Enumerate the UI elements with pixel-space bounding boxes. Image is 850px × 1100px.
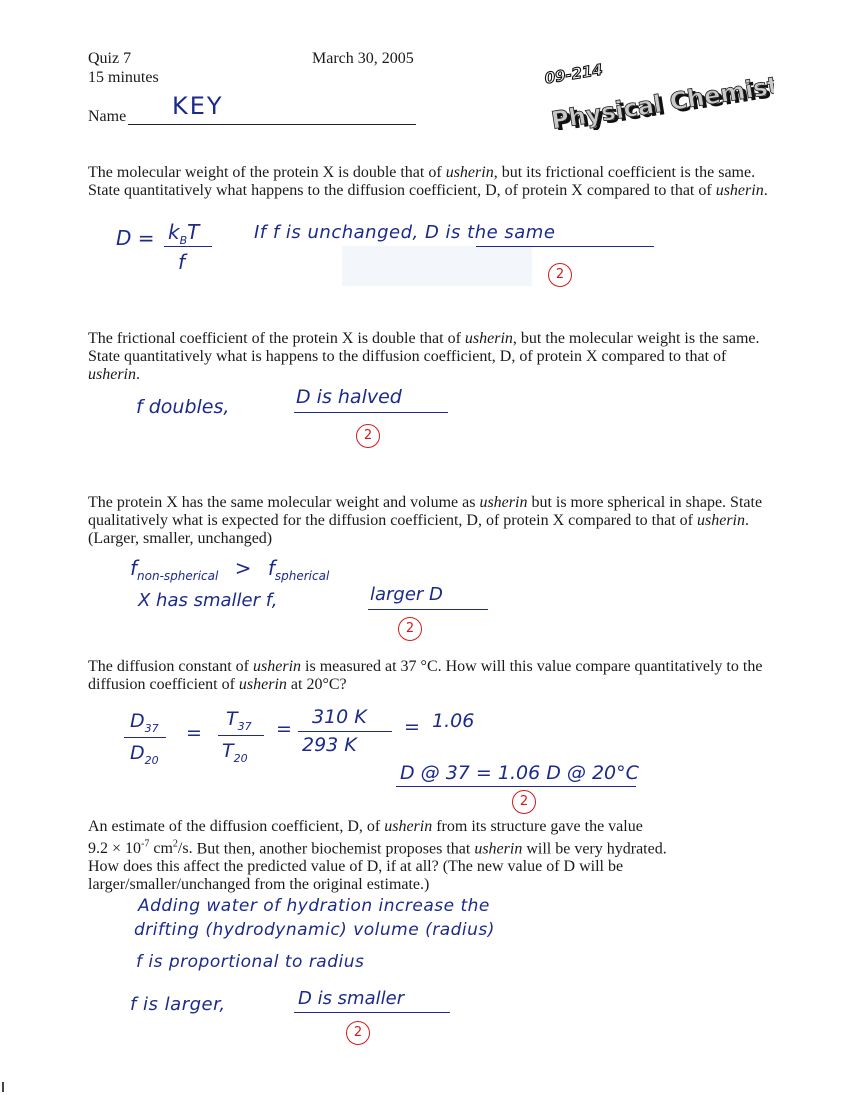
q1-fraction-bar <box>164 246 212 247</box>
name-label: Name <box>88 108 127 125</box>
name-underline <box>128 124 416 125</box>
q5-text-part3: How does this affect the predicted value of D, if at all? (The new value of D will be larger/smaller/unchanged from the original estimate.) <box>88 858 624 894</box>
q5-answer-underline <box>294 1012 450 1013</box>
q4-d20: $D_{20}$ <box>130 742 159 767</box>
q4-equals-1: = <box>186 722 202 744</box>
q3-points-circle: 2 <box>398 617 422 641</box>
q5-answer-line1: Adding water of hydration increase the <box>138 896 490 916</box>
q1-answer-line: If f is unchanged, D is the same <box>254 222 556 243</box>
q3-answer-underline <box>368 609 488 610</box>
q4-result: 1.06 <box>432 710 475 732</box>
question-2-text: The frictional coefficient of the protein X is double that of usherin, but the molecular weight is the same. State quantitatively what is happens to the diffusion coefficient, D, of protein X compared to that of usherin. <box>88 330 760 383</box>
q4-equals-3: = <box>404 716 420 738</box>
q5-value: $9.2 \times 10^{-7}$ $cm^2/s$. <box>88 839 193 858</box>
q2-answer-underline <box>294 412 448 413</box>
q1-formula-denominator: f <box>178 250 186 274</box>
quiz-duration: 15 minutes <box>88 69 159 86</box>
course-title-text: Physical Chemistry <box>549 66 774 130</box>
q4-final-answer: D @ 37 = 1.06 D @ 20°C <box>400 762 639 784</box>
question-1-text: The molecular weight of the protein X is double that of usherin, but its frictional coefficient is the same. State quantitatively what happens to the diffusion coefficient, D, of protein X compared to that of usherin. <box>88 164 768 199</box>
q4-frac-bar-1 <box>124 737 166 738</box>
name-value[interactable]: KEY <box>172 92 224 120</box>
q4-num-kelvin: 310 K <box>312 706 367 728</box>
quiz-number: Quiz 7 <box>88 50 132 67</box>
course-number-text: 09-214 <box>543 60 604 88</box>
q1-smudge <box>342 246 532 286</box>
question-4-text: The diffusion constant of usherin is measured at 37 °C. How will this value compare quantitatively to the diffusion coefficient of usherin at 20°C? <box>88 658 763 693</box>
q1-formula-lhs: D = <box>116 226 155 250</box>
q3-answer-line2: X has smaller f, <box>138 590 278 611</box>
q4-d37: $D_{37}$ <box>130 710 159 735</box>
question-5-text <box>88 818 778 894</box>
q4-points-circle: 2 <box>512 790 536 814</box>
q2-answer-result: D is halved <box>296 386 402 408</box>
q5-text-part1: An estimate of the diffusion coefficient, D, of usherin from its structure gave the value <box>88 818 643 835</box>
q5-points-circle: 2 <box>346 1021 370 1045</box>
q3-answer-result: larger D <box>370 584 443 605</box>
q5-answer-line4: f is larger, <box>130 994 226 1015</box>
q5-text-part2: But then, another biochemist proposes that usherin will be very hydrated. <box>192 840 667 858</box>
q4-answer-underline <box>396 786 636 787</box>
q5-answer-line2: drifting (hydrodynamic) volume (radius) <box>134 920 495 940</box>
q2-points-circle: 2 <box>356 424 380 448</box>
course-logo-graphic <box>542 50 774 130</box>
q5-answer-result: D is smaller <box>298 988 405 1009</box>
logo-shadow: Physical Chemistry <box>552 69 774 130</box>
q4-frac-bar-2 <box>218 735 264 736</box>
q4-frac-bar-3 <box>298 731 392 732</box>
scan-mark <box>2 1082 4 1092</box>
q5-answer-line3: f is proportional to radius <box>136 952 365 972</box>
question-3-text: The protein X has the same molecular weight and volume as usherin but is more spherical in shape. State qualitatively what is expected for the diffusion coefficient, D, of protein X compared to that of usherin. (Larger, smaller, unchanged) <box>88 494 763 547</box>
q1-formula-numerator: $k_BT$ <box>168 220 200 247</box>
course-logo <box>542 50 774 130</box>
q4-t37: $T_{37}$ <box>226 708 252 733</box>
q3-answer-line1: $f_{non-spherical} > f_{spherical}$ <box>130 556 330 583</box>
quiz-date: March 30, 2005 <box>312 50 414 67</box>
q4-t20: $T_{20}$ <box>222 740 248 765</box>
q4-equals-2: = <box>276 718 292 740</box>
q1-points-circle: 2 <box>548 263 572 287</box>
q2-answer-prefix: f doubles, <box>136 396 230 418</box>
q4-den-kelvin: 293 K <box>302 734 357 756</box>
q1-answer-underline <box>476 246 654 247</box>
